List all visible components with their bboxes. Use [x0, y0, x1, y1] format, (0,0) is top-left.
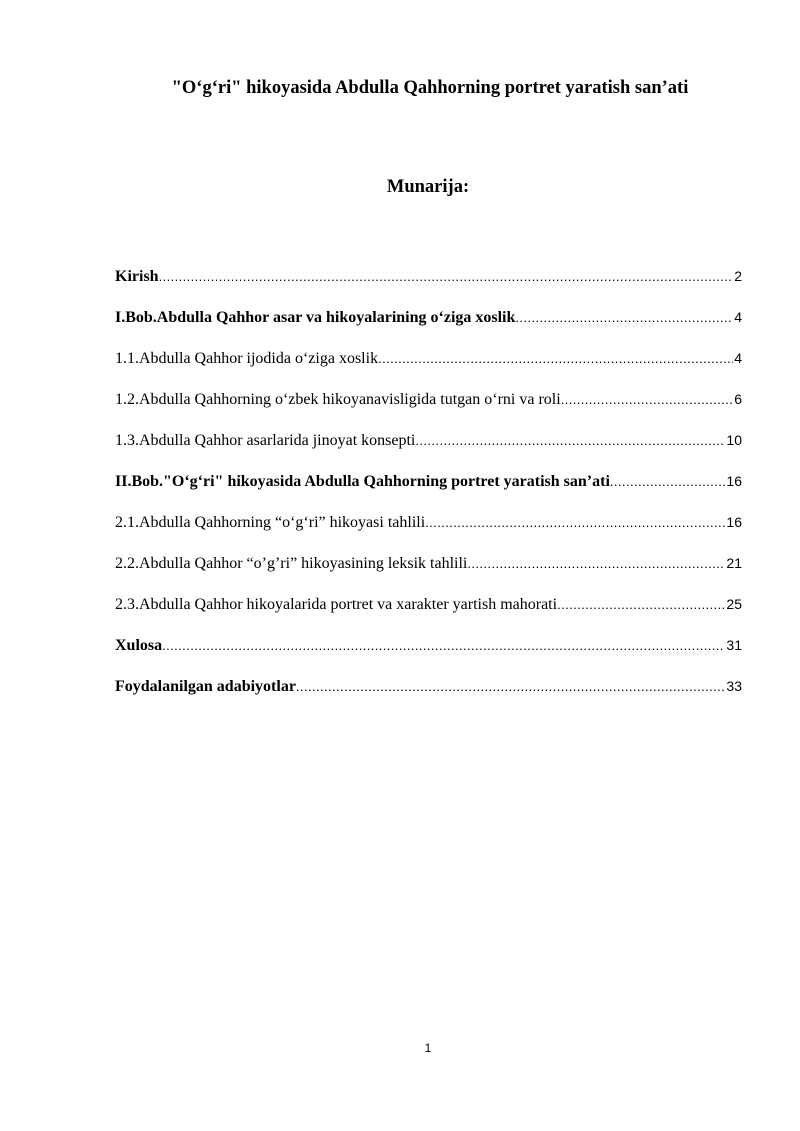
toc-entry-chapter-1[interactable] [115, 306, 742, 347]
toc-heading: Munarija: [386, 177, 470, 197]
toc-entry-bibliography[interactable] [115, 675, 742, 716]
toc-entry-page: 16 [726, 473, 742, 489]
toc-entry-xulosa[interactable] [115, 634, 742, 675]
toc-entry-section-1-1[interactable] [115, 347, 742, 388]
toc-entry-page: 25 [726, 596, 742, 612]
toc-leader-dots [296, 676, 726, 698]
toc-entry-section-1-2[interactable] [115, 388, 742, 429]
toc-leader-dots [378, 348, 733, 370]
toc-entry-label: 2.2.Abdulla Qahhor “o’g’ri” hikoyasining leksik tahlili [115, 555, 468, 572]
toc-leader-dots [425, 512, 725, 534]
toc-entry-label: 1.2.Abdulla Qahhorning o‘zbek hikoyanavisligida tutgan o‘rni va roli [115, 391, 561, 408]
toc-entry-label: Kirish [115, 268, 159, 285]
toc-entry-section-2-3[interactable] [115, 593, 742, 634]
toc-entry-chapter-2[interactable] [115, 470, 742, 511]
toc-leader-dots [162, 635, 725, 657]
toc-entry-page: 10 [726, 432, 742, 448]
toc-entry-label: II.Bob."O‘g‘ri" hikoyasida Abdulla Qahhorning portret yaratish san’ati [115, 473, 610, 490]
toc-entry-label: 1.1.Abdulla Qahhor ijodida o‘ziga xoslik [115, 350, 379, 367]
toc-entry-page: 6 [734, 391, 742, 407]
toc-entry-label: 2.3.Abdulla Qahhor hikoyalarida portret va xarakter yartish mahorati [115, 596, 558, 613]
toc-entry-kirish[interactable] [115, 265, 742, 306]
toc-entry-label: 2.1.Abdulla Qahhorning “o‘g‘ri” hikoyasi tahlili [115, 514, 426, 531]
toc-leader-dots [515, 307, 733, 329]
toc-entry-label: 1.3.Abdulla Qahhor asarlarida jinoyat konsepti [115, 432, 416, 449]
toc-entry-section-2-1[interactable] [115, 511, 742, 552]
toc-leader-dots [557, 594, 725, 616]
toc-entry-label: Foydalanilgan adabiyotlar [115, 678, 296, 695]
toc-leader-dots [415, 430, 725, 452]
toc-entry-page: 16 [726, 514, 742, 530]
toc-entry-label: Xulosa [115, 637, 163, 654]
toc-entry-page: 4 [734, 350, 742, 366]
toc-entry-page: 4 [734, 309, 742, 325]
toc-leader-dots [561, 389, 734, 411]
toc-leader-dots [159, 266, 734, 288]
toc-entry-page: 31 [726, 637, 742, 653]
toc-entry-section-2-2[interactable] [115, 552, 742, 593]
toc-entry-label: I.Bob.Abdulla Qahhor asar va hikoyalarining o‘ziga xoslik [115, 309, 516, 326]
toc-entry-page: 33 [726, 678, 742, 694]
page-number: 1 [424, 1041, 432, 1055]
toc-entry-page: 21 [726, 555, 742, 571]
toc-leader-dots [610, 471, 726, 493]
toc-entry-page: 2 [734, 268, 742, 284]
toc-entry-section-1-3[interactable] [115, 429, 742, 470]
table-of-contents [115, 265, 742, 716]
toc-leader-dots [467, 553, 725, 575]
document-title: "O‘g‘ri" hikoyasida Abdulla Qahhorning portret yaratish san’ati [171, 78, 689, 98]
